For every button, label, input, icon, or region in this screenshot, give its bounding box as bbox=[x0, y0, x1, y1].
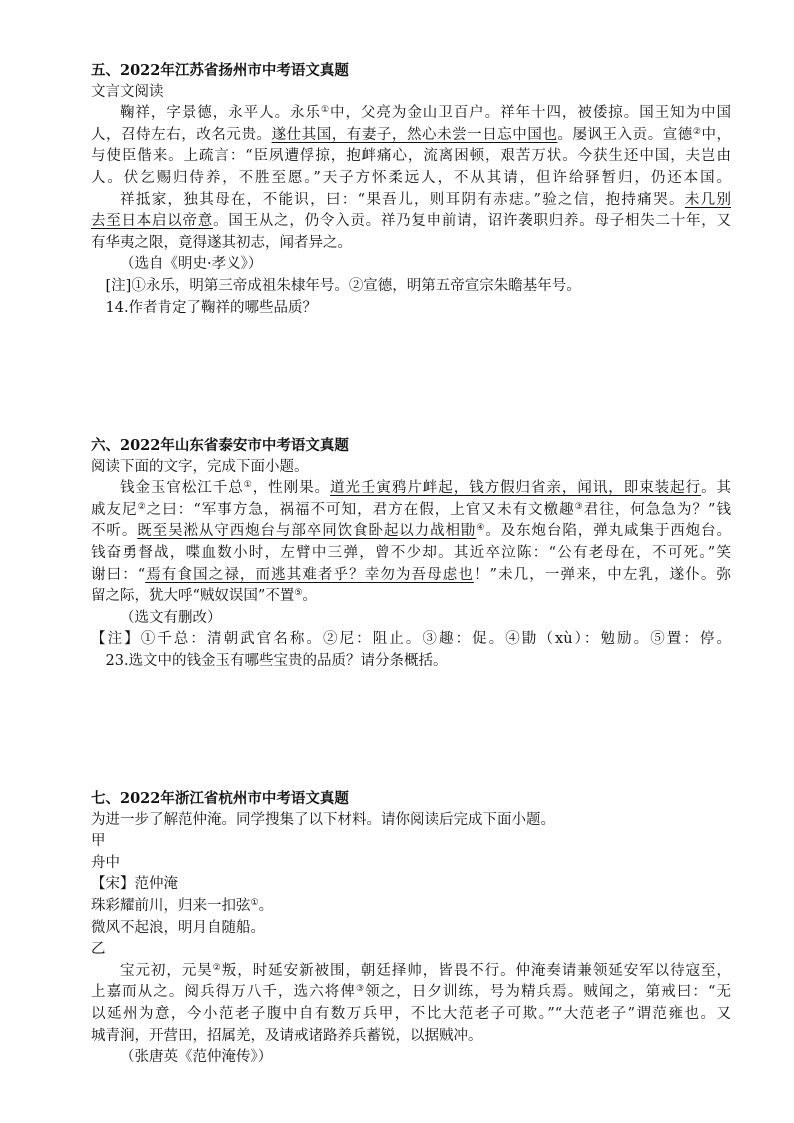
section-title: 六、2022年山东省泰安市中考语文真题 bbox=[91, 437, 349, 454]
text: 戚友尼 bbox=[91, 501, 138, 518]
material-label: 乙 bbox=[91, 941, 106, 958]
underlined-sentence: 去至日本启以帝意 bbox=[91, 213, 214, 230]
footnote-mark: ① bbox=[250, 897, 259, 908]
passage-line bbox=[91, 500, 731, 522]
footnote-mark: ③ bbox=[574, 501, 584, 512]
poem-author: 【宋】范仲淹 bbox=[91, 876, 178, 893]
question: 23.选文中的钱金玉有哪些宝贵的品质？请分条概括。 bbox=[105, 652, 448, 669]
footnote-mark: ④ bbox=[476, 523, 486, 534]
passage-line bbox=[91, 586, 731, 608]
material-label: 甲 bbox=[91, 833, 106, 850]
passage-line bbox=[91, 521, 731, 543]
section-subtitle: 为进一步了解范仲淹。同学搜集了以下材料。请你阅读后完成下面小题。 bbox=[91, 811, 555, 828]
section-title: 七、2022年浙江省杭州市中考语文真题 bbox=[91, 790, 349, 807]
underlined-sentence: 遂仕其国，有妻子，然心未尝一日忘中国也 bbox=[271, 126, 558, 143]
passage-line bbox=[91, 565, 731, 587]
text: 留之际，犹大呼“贼奴误国”不置 bbox=[91, 588, 295, 605]
passage-line bbox=[91, 211, 731, 233]
poem-line bbox=[91, 896, 731, 918]
passage-line bbox=[91, 190, 731, 212]
source-citation: （张唐英《范仲淹传》） bbox=[120, 1049, 273, 1066]
passage-line: 有华夷之限，竟得遂其初志，闻者异之。 bbox=[91, 234, 352, 251]
text: 钱金玉官松江千总 bbox=[120, 480, 244, 497]
section-subtitle: 文言文阅读 bbox=[91, 83, 164, 100]
section-yangzhou bbox=[91, 60, 731, 319]
footnote-mark: ② bbox=[137, 501, 147, 512]
text: 祥抵家，独其母在，不能识，曰：“果吾儿，则耳阴有赤痣。”验之信，抱持痛哭。 bbox=[120, 191, 685, 208]
footnote-mark: ③ bbox=[355, 984, 366, 995]
text: 君往，何急急为？”钱 bbox=[583, 501, 731, 518]
text: 中，父亮为金山卫百户。祥年十四，被倭掠。国王知为中国 bbox=[330, 105, 732, 122]
underlined-sentence: 未几别 bbox=[684, 191, 732, 208]
passage-line: 与使臣偕来。上疏言：“臣夙遭俘掠，抱衅痛心，流离困顿，艰苦万状。今获生还中国，夫岂由 bbox=[91, 148, 731, 165]
footnote-mark: ① bbox=[243, 480, 253, 491]
text: 。及东炮台陷，弹丸咸集于西炮台。 bbox=[485, 523, 732, 540]
section-title: 五、2022年江苏省扬州市中考语文真题 bbox=[91, 62, 349, 79]
poem-title: 舟中 bbox=[91, 854, 120, 871]
section-taian bbox=[91, 435, 731, 673]
footnote-mark: ① bbox=[320, 105, 331, 116]
underlined-sentence: 焉有食国之禄，而逃其难者乎？幸勿为吾母虑也 bbox=[145, 566, 474, 583]
text: 珠彩耀前川，归来一扣弦 bbox=[91, 897, 251, 914]
annotation-note: 【注】①千总：清朝武官名称。②尼：阻止。③趣：促。④勖（xù）：勉励。⑤置：停。 bbox=[91, 631, 731, 648]
text: 宝元初，元昊 bbox=[120, 962, 213, 979]
section-subtitle: 阅读下面的文字，完成下面小题。 bbox=[91, 458, 309, 475]
passage-line bbox=[91, 478, 731, 500]
footnote-mark: ⑤ bbox=[294, 588, 303, 599]
text: 。屡讽王入贡。宣德 bbox=[557, 126, 693, 143]
footnote-mark: ② bbox=[212, 962, 222, 973]
text: 鞠祥，字景德，永平人。永乐 bbox=[120, 105, 321, 122]
underlined-sentence: 既至吴淞从守西炮台与部卒同饮食卧起以力战相勖 bbox=[137, 523, 477, 540]
text: 领之，日夕训练，号为精兵焉。贼闻之，第戒曰：“无 bbox=[365, 984, 731, 1001]
text: 叛，时延安新被围，朝廷择帅，皆畏不行。仲淹奏请兼领延安军以待寇至， bbox=[221, 962, 731, 979]
annotation-note: [注]①永乐，明第三帝成祖朱棣年号。②宣德，明第五帝宣宗朱瞻基年号。 bbox=[105, 277, 581, 294]
text: 。其 bbox=[701, 480, 732, 497]
text: 人，召侍左右，改名元贵。 bbox=[91, 126, 272, 143]
passage-line: 人。伏乞赐归侍养，不胜至愿。”天子方怀柔远人，不从其请，但许给驿暂归，仍还本国。 bbox=[91, 169, 731, 186]
passage-line: 钱奋勇督战，喋血数小时，左臂中三弹，曾不少却。其近卒泣陈：“公有老母在，不可死。”笑 bbox=[91, 544, 731, 561]
text: 上嘉而从之。阅兵得万八千，选六将俾 bbox=[91, 984, 356, 1001]
passage-line bbox=[91, 103, 731, 125]
text: 。国王从之，仍令入贡。祥乃复申前请，诏许袭职归养。母子相失二十年，又 bbox=[213, 213, 732, 230]
source-citation: （选文有删改） bbox=[120, 609, 222, 626]
text: 中， bbox=[701, 126, 732, 143]
text: 。 bbox=[258, 897, 274, 914]
text: ！”未几，一弹来，中左乳，遂仆。弥 bbox=[473, 566, 731, 583]
text: 不听。 bbox=[91, 523, 138, 540]
source-citation: （选自《明史·孝义》） bbox=[120, 256, 263, 273]
question: 14.作者肯定了鞠祥的哪些品质？ bbox=[105, 299, 318, 316]
passage-line bbox=[91, 961, 731, 983]
underlined-sentence: 道光壬寅鸦片衅起，钱方假归省亲，闻讯，即束装起行 bbox=[330, 480, 702, 497]
passage-line: 以延州为意，今小范老子腹中自有数万兵甲，不比大范老子可欺。”“大范老子”谓范雍也。又 bbox=[91, 1005, 731, 1022]
footnote-mark: ② bbox=[692, 126, 702, 137]
text: 之曰：“军事方急，祸福不可知，君方在假，上官又未有文檄趣 bbox=[146, 501, 575, 518]
passage-line: 城青涧，开营田，招属羌，及请戒诸路养兵蓄锐，以据贼冲。 bbox=[91, 1027, 483, 1044]
poem-line: 微风不起浪，明月自随船。 bbox=[91, 919, 265, 936]
passage-line bbox=[91, 125, 731, 147]
text: 。 bbox=[302, 588, 317, 605]
passage-line bbox=[91, 982, 731, 1004]
text: 谢曰：“ bbox=[91, 566, 146, 583]
section-hangzhou bbox=[91, 788, 731, 1069]
text: ，性刚果。 bbox=[252, 480, 331, 497]
